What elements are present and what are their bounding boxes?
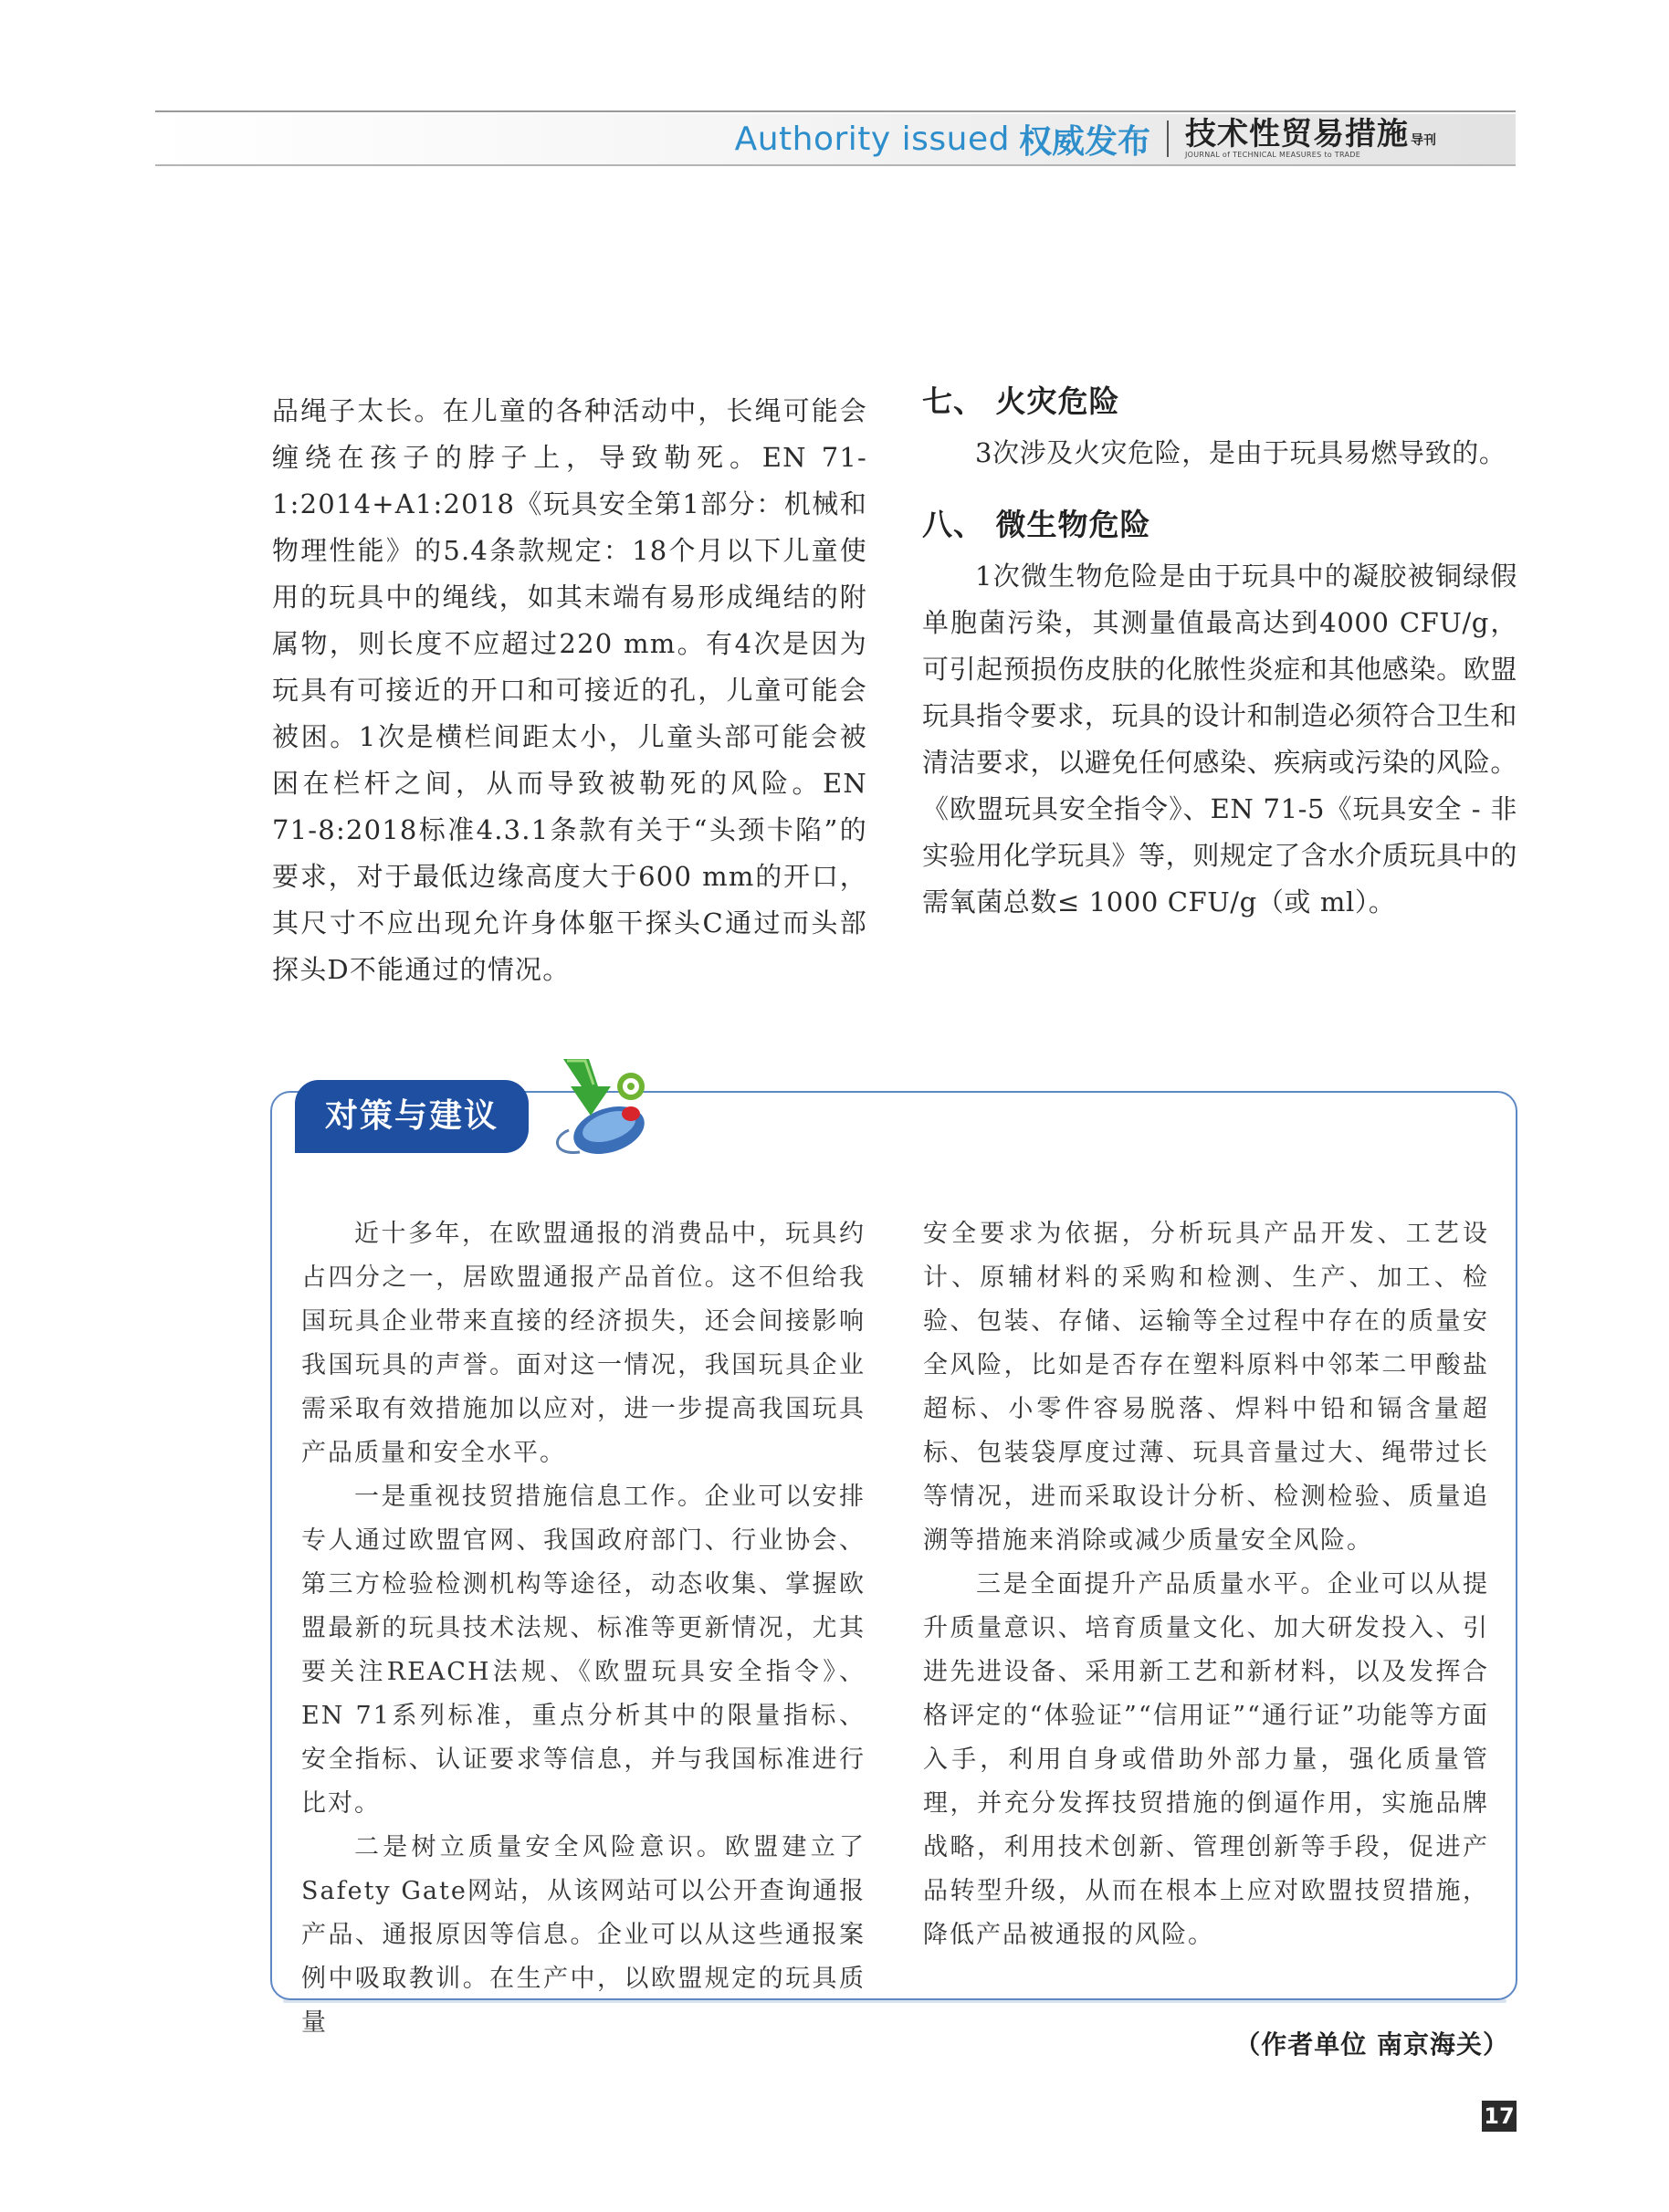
running-header — [735, 116, 1436, 162]
journal-tag: 导刊 — [1411, 133, 1436, 148]
box-paragraph-first-measure: 一是重视技贸措施信息工作。企业可以安排专人通过欧盟官网、我国政府部门、行业协会、第三方检验检测机构等途径，动态收集、掌握欧盟最新的玩具技术法规、标准等更新情况，尤其要关注REACH法规、《欧盟玩具安全指令》、EN 71系列标准，重点分析其中的限量指标、安全指标、认证要求等信息，并与我国标准进行比对。 — [301, 1483, 866, 1818]
journal-en-title: JOURNAL of TECHNICAL MEASURES to TRADE — [1185, 151, 1361, 159]
author-affiliation: （作者单位 南京海关） — [1234, 2029, 1509, 2060]
section-label-en: Authority issued — [734, 120, 1010, 158]
recommendations-tag: 对策与建议 — [295, 1080, 529, 1153]
journal-title: 技术性贸易措施 — [1185, 116, 1409, 152]
page-number: 17 — [1482, 2101, 1517, 2132]
right-column-top — [922, 379, 1517, 926]
paragraph-fire: 3次涉及火灾危险，是由于玩具易燃导致的。 — [975, 437, 1506, 468]
box-paragraph-third-measure: 三是全面提升产品质量水平。企业可以从提升质量意识、培育质量文化、加大研发投入、引进先进设备、采用新工艺和新材料，以及发挥合格评定的“体验证”“信用证”“通行证”功能等方面入手，利用自身或借助外部力量，强化质量管理，并充分发挥技贸措施的倒逼作用，实施品牌战略，利用技术创新、管理创新等手段，促进产品转型升级，从而在根本上应对欧盟技贸措施，降低产品被通报的风险。 — [923, 1570, 1489, 1949]
box-left-column — [301, 1212, 866, 2045]
box-right-column — [923, 1212, 1489, 1957]
paragraph-rope-hazard: 品绳子太长。在儿童的各种活动中，长绳可能会缠绕在孩子的脖子上，导致勒死。EN 71-1:2014+A1:2018《玩具安全第1部分：机械和物理性能》的5.4条款规定：18个月以下儿童使用的玩具中的绳线，如其末端有易形成绳结的附属物，则长度不应超过220 mm。有4次是因为玩具有可接近的开口和可接近的孔，儿童可能会被困。1次是横栏间距太小，儿童头部可能会被困在栏杆之间，从而导致被勒死的风险。EN 71-8:2018标准4.3.1条款有关于“头颈卡陷”的要求，对于最低边缘高度大于600 mm的开口，其尺寸不应出现允许身体躯干探头C通过而头部探头D不能通过的情况。 — [272, 395, 867, 985]
mouse-arrow-icon — [543, 1050, 662, 1169]
journal-logo — [1185, 116, 1436, 159]
paragraph-microbe: 1次微生物危险是由于玩具中的凝胶被铜绿假单胞菌污染，其测量值最高达到4000 CFU/g，可引起预损伤皮肤的化脓性炎症和其他感染。欧盟玩具指令要求，玩具的设计和制造必须符合卫生和清洁要求，以避免任何感染、疾病或污染的风险。《欧盟玩具安全指令》、EN 71-5《玩具安全 - 非实验用化学玩具》等，则规定了含水介质玩具中的需氧菌总数≤ 1000 CFU/g（或 ml）。 — [922, 561, 1517, 917]
box-paragraph-intro: 近十多年，在欧盟通报的消费品中，玩具约占四分之一，居欧盟通报产品首位。这不但给我国玩具企业带来直接的经济损失，还会间接影响我国玩具的声誉。面对这一情况，我国玩具企业需采取有效措施加以应对，进一步提高我国玩具产品质量和安全水平。 — [301, 1220, 866, 1467]
header-rule-top — [155, 110, 1516, 112]
header-rule-bottom — [155, 164, 1516, 166]
section-heading-microbe: 八、 微生物危险 — [922, 507, 1151, 542]
header-separator — [1167, 121, 1169, 157]
section-heading-fire: 七、 火灾危险 — [922, 383, 1120, 419]
left-column-top — [272, 388, 867, 993]
section-label-cn: 权威发布 — [1018, 122, 1150, 161]
box-paragraph-second-measure: 二是树立质量安全风险意识。欧盟建立了Safety Gate网站，从该网站可以公开查询通报产品、通报原因等信息。企业可以从这些通报案例中吸取教训。在生产中，以欧盟规定的玩具质量 — [301, 1833, 866, 2037]
box-paragraph-second-measure-cont: 安全要求为依据，分析玩具产品开发、工艺设计、原辅材料的采购和检测、生产、加工、检验、包装、存储、运输等全过程中存在的质量安全风险，比如是否存在塑料原料中邻苯二甲酸盐超标、小零件容易脱落、焊料中铅和镉含量超标、包装袋厚度过薄、玩具音量过大、绳带过长等情况，进而采取设计分析、检测检验、质量追溯等措施来消除或减少质量安全风险。 — [923, 1220, 1489, 1555]
